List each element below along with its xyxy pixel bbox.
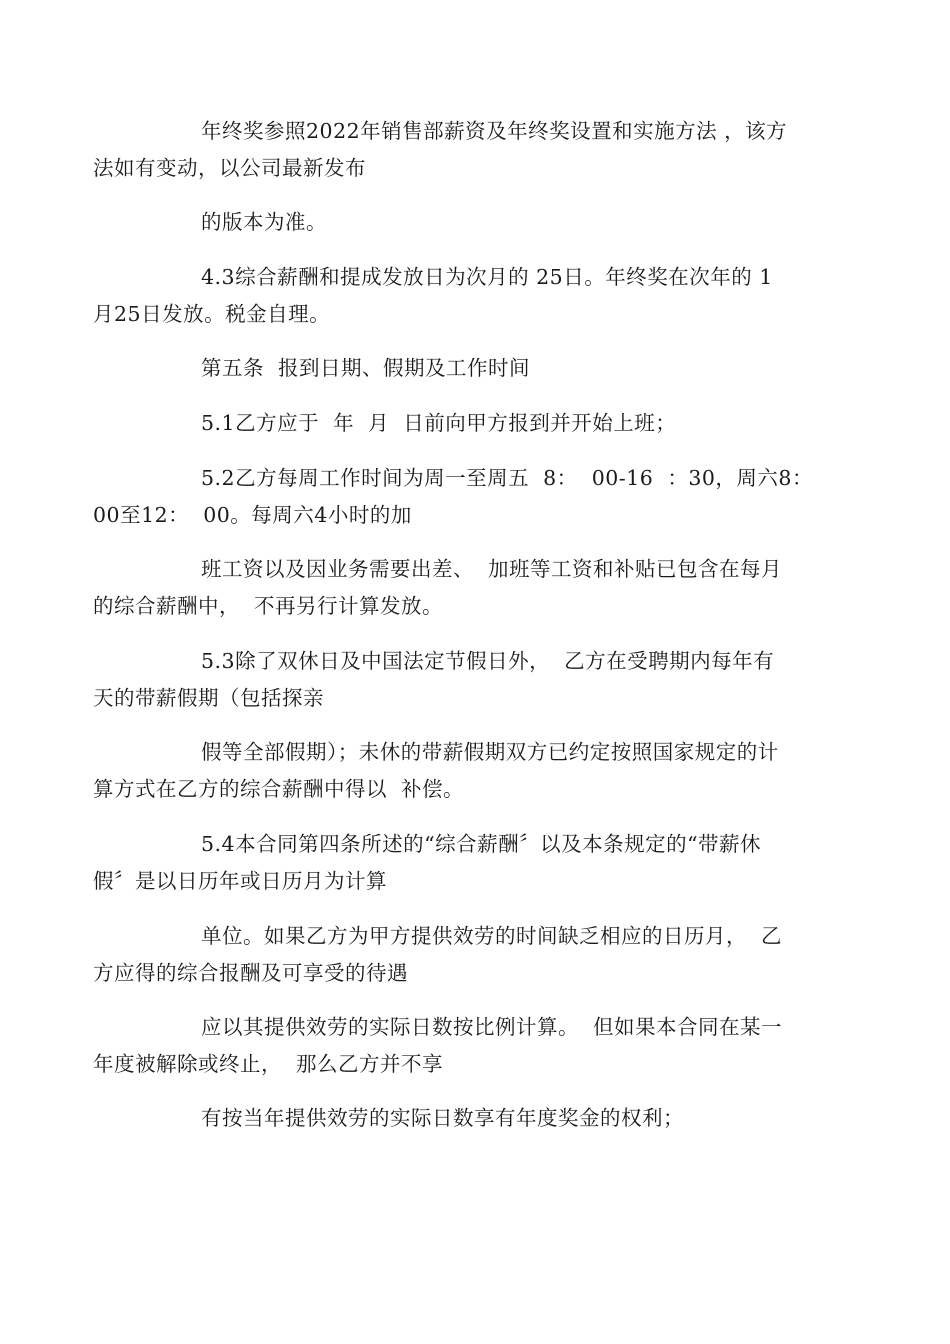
paragraph-5-3-cont <box>93 734 807 808</box>
paragraph-5-4-cont-3 <box>147 1100 807 1137</box>
paragraph-5-4-cont-2 <box>93 1009 807 1083</box>
text-line: 4.3综合薪酬和提成发放日为次月的 25日。年终奖在次年的 1 <box>201 265 773 289</box>
paragraph-5-2-cont <box>93 551 807 625</box>
paragraph-5-4 <box>93 826 807 900</box>
text-line: 月25日发放。税金自理。 <box>93 302 331 326</box>
paragraph-year-end-bonus <box>93 113 807 187</box>
text-line: 00至12： 00。每周六4小时的加 <box>93 503 412 527</box>
text-line: 5.3除了双休日及中国法定节假日外， 乙方在受聘期内每年有 <box>201 649 775 673</box>
text-line: 班工资以及因业务需要出差、 加班等工资和补贴已包含在每月 <box>201 557 783 581</box>
paragraph-5-4-cont <box>93 918 807 992</box>
text-line: 单位。如果乙方为甲方提供效劳的时间缺乏相应的日历月， 乙 <box>201 924 783 948</box>
text-line: 算方式在乙方的综合薪酬中得以 补偿。 <box>93 777 465 801</box>
text-line: 方应得的综合报酬及可享受的待遇 <box>93 961 408 985</box>
paragraph-5-1 <box>147 405 807 442</box>
paragraph-version-note <box>147 204 807 241</box>
text-line: 的综合薪酬中， 不再另行计算发放。 <box>93 594 444 618</box>
text-line: 5.1乙方应于 年 月 日前向甲方报到并开始上班； <box>201 411 677 435</box>
paragraph-4-3 <box>93 259 807 333</box>
text-line: 的版本为准。 <box>201 210 327 234</box>
text-line: 假等全部假期）；未休的带薪假期双方已约定按照国家规定的计 <box>201 740 779 764</box>
paragraph-5-3 <box>93 643 807 717</box>
text-line: 假〞是以日历年或日历月为计算 <box>93 869 387 893</box>
text-line: 5.2乙方每周工作时间为周一至周五 8： 00-16 ：30，周六8： <box>201 466 813 490</box>
text-line: 年度被解除或终止， 那么乙方并不享 <box>93 1052 444 1076</box>
text-line: 天的带薪假期（包括探亲 <box>93 686 324 710</box>
text-line: 5.4本合同第四条所述的“综合薪酬〞以及本条规定的“带薪休 <box>201 832 762 856</box>
text-line: 有按当年提供效劳的实际日数享有年度奖金的权利； <box>201 1106 684 1130</box>
section-heading-article-5 <box>147 350 807 387</box>
text-line: 应以其提供效劳的实际日数按比例计算。 但如果本合同在某一 <box>201 1015 783 1039</box>
text-line: 法如有变动，以公司最新发布 <box>93 156 366 180</box>
text-line: 第五条 报到日期、假期及工作时间 <box>201 356 531 380</box>
text-line: 年终奖参照2022年销售部薪资及年终奖设置和实施方法 ，该方 <box>201 119 788 143</box>
paragraph-5-2 <box>93 460 813 534</box>
